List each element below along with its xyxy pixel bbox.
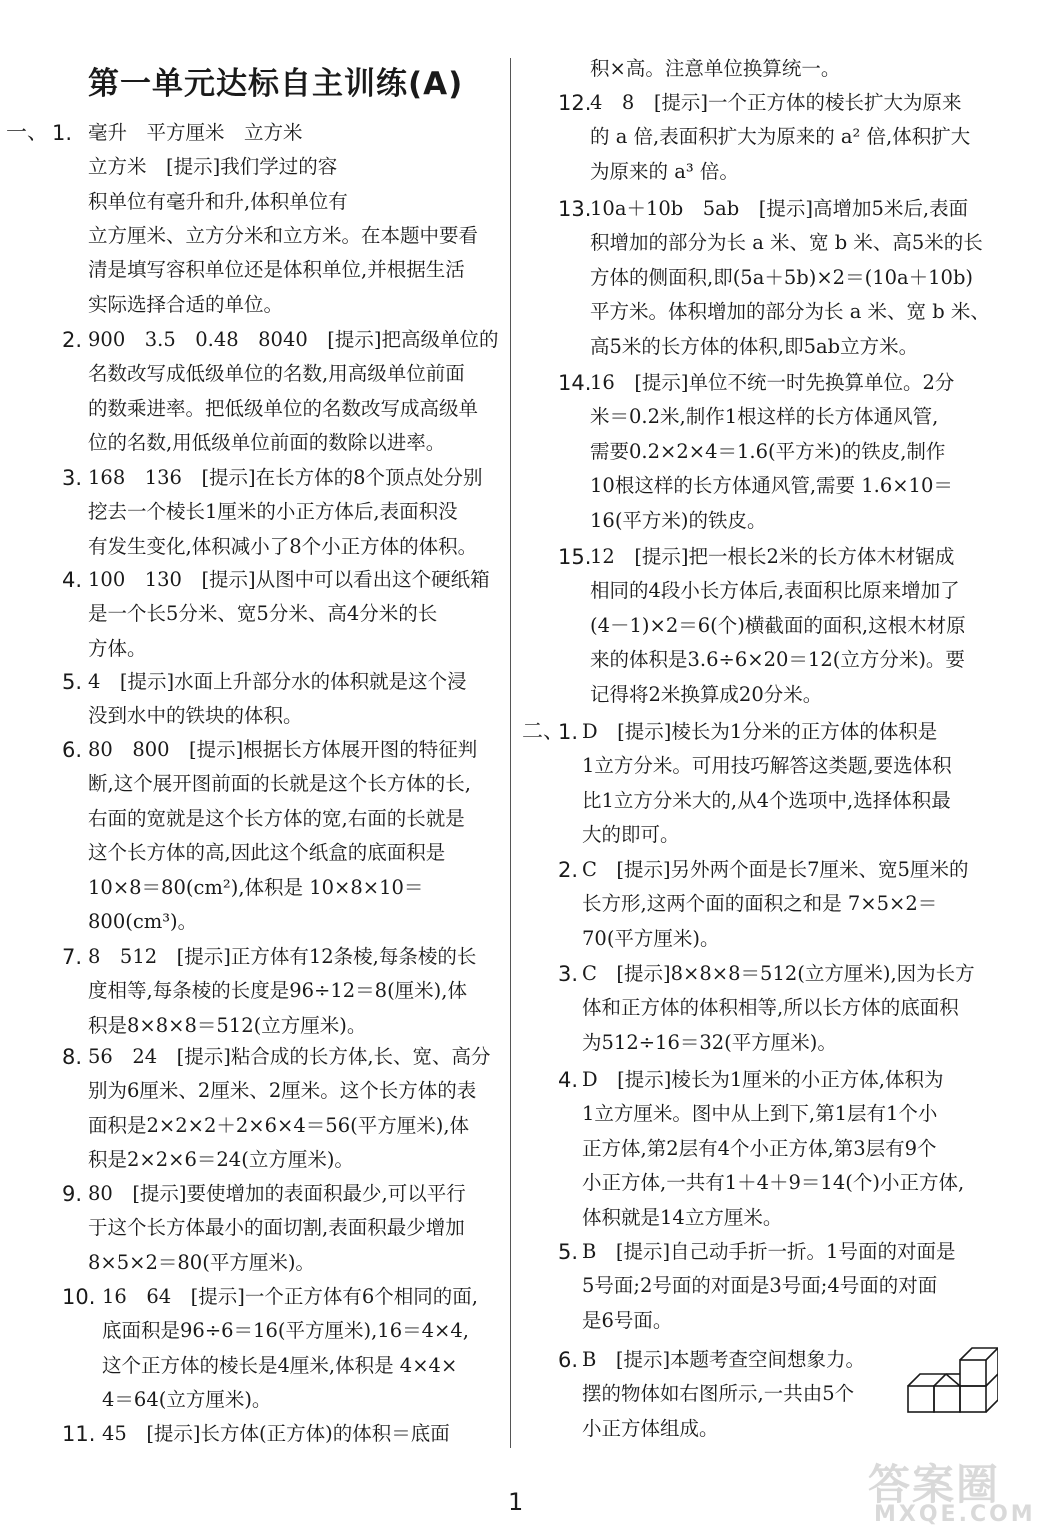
answer-line: 168 136 [提示]在长方体的8个顶点处分别 [88, 466, 483, 489]
answer-line: 有发生变化,体积减小了8个小正方体的体积。 [88, 534, 478, 558]
answer-line: 4＝64(立方厘米)。 [102, 1388, 272, 1412]
answer-2-4 [558, 1063, 964, 1235]
answer-1-11 [62, 1417, 450, 1451]
answer-line: 名数改写成低级单位的名数,用高级单位前面 [88, 362, 465, 386]
answer-line: 度相等,每条棱的长度是96÷12＝8(厘米),体 [88, 979, 467, 1003]
item-number: 12. [558, 91, 592, 115]
cube-side-edge [986, 1374, 998, 1386]
answer-line: 底面积是96÷6＝16(平方厘米),16＝4×4, [102, 1319, 469, 1343]
answer-line: 米＝0.2米,制作1根这样的长方体通风管, [590, 405, 939, 429]
page-number: 1 [508, 1488, 524, 1516]
answer-line: 800(cm³)。 [88, 909, 198, 933]
cube-front-face [908, 1386, 934, 1412]
answer-line: 体和正方体的体积相等,所以长方体的底面积 [582, 996, 959, 1020]
item-number: 7. [62, 945, 83, 969]
answer-line: 实际选择合适的单位。 [88, 292, 284, 316]
item-number: 4. [62, 568, 83, 592]
answer-line: 来的体积是3.6÷6×20＝12(立方分米)。要 [590, 648, 965, 672]
answer-line: 4 8 [提示]一个正方体的棱长扩大为原来 [590, 91, 962, 114]
item-number: 1. [52, 121, 73, 145]
stacked-cubes-figure [906, 1346, 998, 1428]
answer-line: 体积就是14立方厘米。 [582, 1205, 783, 1229]
answer-line: C [提示]另外两个面是长7厘米、宽5厘米的 [582, 858, 969, 881]
column-divider [510, 58, 511, 1448]
answer-line: 这个长方体的高,因此这个纸盒的底面积是 [88, 841, 446, 865]
page-title: 第一单元达标自主训练(A) [88, 66, 464, 102]
answer-line: 立方厘米、立方分米和立方米。在本题中要看 [88, 224, 479, 247]
answer-1-8 [62, 1040, 491, 1178]
section-one-label: 一、 [6, 120, 48, 144]
answer-line: 10根这样的长方体通风管,需要 1.6×10＝ [590, 474, 953, 498]
section-two-label: 二、 [522, 719, 564, 743]
answer-line: 16 64 [提示]一个正方体有6个相同的面, [102, 1285, 478, 1308]
answer-line: 5号面;2号面的对面是3号面;4号面的对面 [582, 1274, 938, 1298]
answer-text [88, 219, 478, 322]
answer-line: 这个正方体的棱长是4厘米,体积是 4×4× [102, 1353, 458, 1377]
item-number: 3. [558, 962, 579, 986]
answer-1-13 [558, 192, 990, 364]
answer-line: D [提示]棱长为1厘米的小正方体,体积为 [582, 1068, 944, 1091]
answer-line: 为原来的 a³ 倍。 [590, 159, 739, 183]
answer-line: 10a＋10b 5ab [提示]高增加5米后,表面 [590, 197, 969, 220]
answer-1-14 [558, 366, 954, 538]
answer-1-6 [62, 733, 477, 939]
answer-line: 相同的4段小长方体后,表面积比原来增加了 [590, 579, 960, 603]
answer-2-6 [558, 1343, 865, 1446]
answer-line: 记得将2米换算成20分米。 [590, 682, 823, 706]
answer-line: 为512÷16＝32(平方厘米)。 [582, 1030, 837, 1054]
answer-1-9 [62, 1177, 466, 1280]
answer-1-5 [62, 665, 467, 734]
item-number: 9. [62, 1182, 83, 1206]
answer-line: 积是8×8×8＝512(立方厘米)。 [88, 1013, 367, 1037]
answer-line: 右面的宽就是这个长方体的宽,右面的长就是 [88, 806, 465, 830]
answer-1-12 [558, 86, 970, 189]
answer-line: (4－1)×2＝6(个)横截面的面积,这根木材原 [590, 613, 966, 637]
answer-line: B [提示]自己动手折一折。1号面的对面是 [582, 1240, 956, 1263]
answer-line: 1立方厘米。图中从上到下,第1层有1个小 [582, 1102, 938, 1126]
answer-line: 积单位有毫升和升,体积单位有 [88, 189, 348, 213]
answer-line: 毫升 平方厘米 立方米 [88, 121, 303, 144]
answer-1-10 [62, 1280, 478, 1418]
answer-line: 70(平方厘米)。 [582, 926, 720, 950]
answer-line: 断,这个展开图前面的长就是这个长方体的长, [88, 772, 471, 796]
watermark-logo [868, 1452, 1038, 1532]
answer-line: 100 130 [提示]从图中可以看出这个硬纸箱 [88, 568, 490, 591]
watermark-url: MXQE.COM [874, 1502, 1036, 1527]
answer-line: 16(平方米)的铁皮。 [590, 508, 767, 532]
item-number: 13. [558, 197, 592, 221]
answer-2-3 [558, 957, 975, 1060]
answer-line: 小正方体组成。 [582, 1416, 719, 1440]
answer-text [88, 116, 348, 219]
answer-line: 的 a 倍,表面积扩大为原来的 a² 倍,体积扩大 [590, 125, 971, 149]
item-number: 11. [62, 1422, 96, 1446]
answer-line: 没到水中的铁块的体积。 [88, 704, 303, 728]
answer-line: 挖去一个棱长1厘米的小正方体后,表面积没 [88, 500, 458, 524]
answer-line: 900 3.5 0.48 8040 [提示]把高级单位的 [88, 328, 499, 351]
answer-2-2 [558, 853, 968, 956]
answer-line: 面积是2×2×2＋2×6×4＝56(平方厘米),体 [88, 1113, 470, 1137]
item-number: 5. [62, 670, 83, 694]
answer-line: 需要0.2×2×4＝1.6(平方米)的铁皮,制作 [590, 439, 946, 463]
answer-line: 80 800 [提示]根据长方体展开图的特征判 [88, 738, 478, 761]
answer-line: 于这个长方体最小的面切割,表面积最少增加 [88, 1216, 465, 1240]
answer-line: 小正方体,一共有1＋4＋9＝14(个)小正方体, [582, 1171, 965, 1195]
item-number: 14. [558, 371, 592, 395]
answer-line: 平方米。体积增加的部分为长 a 米、宽 b 米、 [590, 300, 990, 324]
item-number: 4. [558, 1068, 579, 1092]
cube-front-face [960, 1360, 986, 1386]
item-number: 3. [62, 466, 83, 490]
answer-line: 8 512 [提示]正方体有12条棱,每条棱的长 [88, 945, 477, 968]
answer-line: 长方形,这两个面的面积之和是 7×5×2＝ [582, 892, 938, 916]
answer-line: 方体的侧面积,即(5a＋5b)×2＝(10a＋10b) [590, 265, 974, 289]
answer-line: 正方体,第2层有4个小正方体,第3层有9个 [582, 1136, 937, 1160]
answer-line: 1立方分米。可用技巧解答这类题,要选体积 [582, 754, 952, 778]
answer-line: 摆的物体如右图所示,一共由5个 [582, 1382, 855, 1406]
answer-line: 8×5×2＝80(平方厘米)。 [88, 1250, 315, 1274]
answer-line: 是一个长5分米、宽5分米、高4分米的长 [88, 602, 438, 626]
answer-line: 的数乘进率。把低级单位的名数改写成高级单 [88, 396, 479, 420]
item-number: 5. [558, 1240, 579, 1264]
answer-line: 清是填写容积单位还是体积单位,并根据生活 [88, 258, 465, 282]
watermark-text: 答案圈 [868, 1460, 1001, 1509]
answer-line: 积×高。注意单位换算统一。 [590, 57, 841, 80]
answer-line: 积增加的部分为长 a 米、宽 b 米、高5米的长 [590, 231, 983, 255]
answer-line: 45 [提示]长方体(正方体)的体积＝底面 [102, 1422, 450, 1445]
answer-line: 别为6厘米、2厘米、2厘米。这个长方体的表 [88, 1079, 477, 1103]
answer-line: B [提示]本题考查空间想象力。 [582, 1348, 866, 1371]
answer-line: 56 24 [提示]粘合成的长方体,长、宽、高分 [88, 1045, 491, 1068]
answer-1-4 [62, 563, 490, 666]
answer-line: 大的即可。 [582, 823, 680, 847]
cube-front-face [960, 1386, 986, 1412]
answer-line: 80 [提示]要使增加的表面积最少,可以平行 [88, 1182, 466, 1205]
cube-front-face [934, 1386, 960, 1412]
item-number: 2. [558, 858, 579, 882]
answer-line: 12 [提示]把一根长2米的长方体木材锯成 [590, 545, 955, 568]
item-number: 10. [62, 1285, 96, 1309]
answer-line: 4 [提示]水面上升部分水的体积就是这个浸 [88, 670, 467, 693]
answer-1-15 [558, 540, 966, 712]
cube-top-edge [934, 1374, 946, 1386]
item-number: 8. [62, 1045, 83, 1069]
answer-line: 位的名数,用低级单位前面的数除以进率。 [88, 431, 446, 455]
answer-line: 方体。 [88, 636, 147, 660]
answer-line: 16 [提示]单位不统一时先换算单位。2分 [590, 371, 955, 394]
item-number: 6. [62, 738, 83, 762]
answer-1-7 [62, 940, 476, 1043]
answer-line: 立方米 [提示]我们学过的容 [88, 155, 338, 179]
item-number: 1. [558, 720, 579, 744]
answer-line: 是6号面。 [582, 1308, 673, 1332]
item-number: 15. [558, 545, 592, 569]
item-number: 6. [558, 1348, 579, 1372]
answer-line: C [提示]8×8×8＝512(立方厘米),因为长方 [582, 962, 975, 985]
answer-1-2 [62, 323, 499, 461]
answer-1-11-continued [590, 52, 840, 86]
answer-line: 积是2×2×6＝24(立方厘米)。 [88, 1148, 354, 1172]
answer-line: D [提示]棱长为1分米的正方体的体积是 [582, 720, 938, 743]
answer-2-5 [558, 1235, 955, 1338]
item-number: 2. [62, 328, 83, 352]
answer-1-3 [62, 461, 483, 564]
answer-line: 比1立方分米大的,从4个选项中,选择体积最 [582, 788, 951, 812]
cube-top-edge [960, 1348, 998, 1360]
answer-line: 高5米的长方体的体积,即5ab立方米。 [590, 334, 919, 358]
cube-top-edge [908, 1374, 960, 1386]
answer-line: 10×8＝80(cm²),体积是 10×8×10＝ [88, 875, 424, 899]
answer-2-1 [558, 715, 952, 853]
